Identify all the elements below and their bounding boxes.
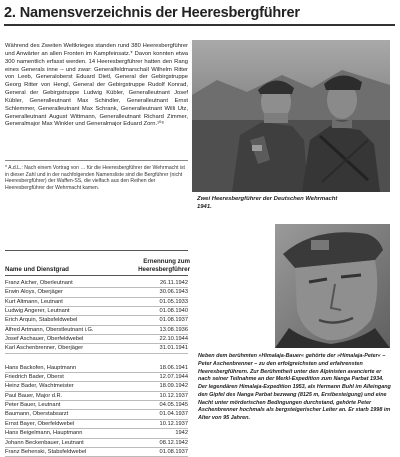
photo-two-soldiers-image (192, 40, 390, 192)
table-row (5, 410, 188, 419)
row-name: Erich Arquin, Stabsfeldwebel (5, 317, 78, 324)
table-row (5, 439, 188, 448)
row-date: 12.07.1944 (159, 374, 188, 381)
footnote: * A.d.L.: Nach einem Vortrag von … für die Heeresbergführer der Wehrmacht ist in dieser Zahl und in der nachfolgenden Namensliste sind die Bergführer (nicht Heeresbergführer) der Waffen-SS, die vielfach aus den Reihen der Heeresbergführer der Wehrmacht kamen. (5, 165, 185, 192)
names-table (5, 279, 188, 457)
footnote-rule (5, 160, 188, 161)
table-row (5, 326, 188, 335)
row-date: 01.05.1933 (159, 298, 188, 305)
row-name: Erwin Aloys, Oberjäger (5, 289, 63, 296)
column-header-name: Name und Dienstgrad (5, 266, 69, 273)
row-name: Ludwig Angerer, Leutnant (5, 308, 70, 315)
photo-two-soldiers (192, 40, 390, 192)
table-row (5, 373, 188, 382)
table-row (5, 344, 188, 353)
row-name: Karl Aschenbrenner, Oberjäger (5, 345, 84, 352)
table-row (5, 392, 188, 401)
intro-paragraph: Während des Zweiten Weltkrieges standen rund 380 Heeresbergführer und Anwärter an allen Fronten im Kampfeinsatz.* Davon konnten etwa 300 namentlich erfasst werden. 14 Heeresbergführer hatten den Rang eines Generals inne – und zwar: Generalfeldmarschall Wilhelm Ritter von Leeb, Generaloberst Eduard Dietl, General der Gebirgstruppe Georg Ritter von Hengl, General der Gebirgstruppe Rudolf Konrad, General der Gebirgstruppe Ludwig Kübler, Generalleutnant Josef Kübler, Generalleutnant Max Schindler, Generalleutnant Ernst Schlemmer, Generalleutnant Max Schrank, Generalleutnant Willi Utz, Generalleutnant August Wittmann, Generalleutnant Richard Zimmer, Generalmajor Max Winkler und Generalmajor Eduard Zorn.¹⁰⁸ (5, 43, 188, 128)
row-date: 30.06.1943 (159, 289, 188, 296)
row-date: 01.08.1940 (159, 308, 188, 315)
row-name: Hans Beigelmann, Hauptmann (5, 430, 83, 437)
table-top-rule (5, 250, 188, 251)
row-date: 10.12.1937 (159, 420, 188, 427)
row-date: 22.10.1944 (159, 336, 188, 343)
row-date: 04.05.1945 (159, 402, 188, 409)
row-date: 01.04.1937 (159, 411, 188, 418)
row-name: Baumann, Oberstabsarzt (5, 411, 69, 418)
row-date: 18.09.1942 (159, 383, 188, 390)
row-name: Peter Bauer, Leutnant (5, 402, 61, 409)
caption-two-soldiers: Zwei Heeresbergführer der Deutschen Wehrmacht 1941. (197, 196, 338, 210)
row-name: Paul Bauer, Major d.R. (5, 392, 63, 399)
row-date: 1942 (175, 430, 188, 437)
table-row (5, 364, 188, 373)
row-name: Friedrich Bader, Oberst (5, 374, 64, 381)
column-header-date-line2: Heeresbergführer (138, 266, 190, 273)
row-name: Josef Aschauer, Oberfeldwebel (5, 336, 84, 343)
row-date: 01.08.1937 (159, 448, 188, 455)
row-name: Hans Backofen, Hauptmann (5, 364, 77, 371)
row-name: Franz Behenski, Stabsfeldwebel (5, 448, 87, 455)
row-name: Alfred Artmann, Oberstleutnant i.G. (5, 326, 94, 333)
row-date: 13.08.1936 (159, 326, 188, 333)
table-row (5, 448, 188, 457)
chapter-title: Namensverzeichnis der Heeresbergführer (19, 5, 300, 21)
table-row (5, 307, 188, 316)
photo-portrait-image (275, 224, 390, 348)
title-rule (4, 24, 395, 26)
table-row (5, 316, 188, 325)
table-row (5, 401, 188, 410)
row-name: Kurt Altmann, Leutnant (5, 298, 63, 305)
row-name: Johann Beckenbauer, Leutnant (5, 439, 84, 446)
caption-portrait: Neben dem berühmten »Himalaja-Bauer« gehörte der »Himalaja-Peter« – Peter Aschenbrenner – zu den erfolgreichsten und erfahrensten Heeresbergführern. Zur Berühmtheit unter den Alpinisten avancierte er nach seiner Teilnahme an der Merkl-Expedition zum Nanga Parbat 1934. Der legendären Himalaja-Expedition 1953, als Hermann Buhl im Alleingang den Gipfel des Nanga Parbat bezwang (8125 m, Erstbesteigung) und eine Nacht unter mörderischen Bedingungen durchstand, gehörte Peter Aschenbrenner hochmals als bergsteigerischer Leiter an. Er starb 1998 im Alter von 95 Jahren. (198, 353, 391, 421)
row-date: 31.01.1941 (159, 345, 188, 352)
table-row (5, 429, 188, 438)
table-row (5, 420, 188, 429)
row-date: 10.12.1937 (159, 392, 188, 399)
table-row (5, 288, 188, 297)
row-date: 01.08.1937 (159, 317, 188, 324)
column-header-date-line1: Ernennung zum (143, 258, 190, 265)
row-date: 08.12.1942 (159, 439, 188, 446)
row-name: Heinz Bader, Wachtmeister (5, 383, 74, 390)
group-gap (5, 354, 188, 364)
row-name: Franz Aicher, Oberleutnant (5, 280, 73, 286)
table-row (5, 382, 188, 391)
row-date: 26.11.1942 (159, 280, 188, 286)
row-name: Ernst Bayer, Oberfeldwebel (5, 420, 75, 427)
table-header-rule (5, 275, 188, 276)
table-row (5, 298, 188, 307)
table-row (5, 279, 188, 288)
page-title (4, 5, 300, 21)
chapter-number: 2. (4, 5, 16, 21)
photo-portrait (275, 224, 390, 348)
table-row (5, 335, 188, 344)
row-date: 18.06.1941 (159, 364, 188, 371)
